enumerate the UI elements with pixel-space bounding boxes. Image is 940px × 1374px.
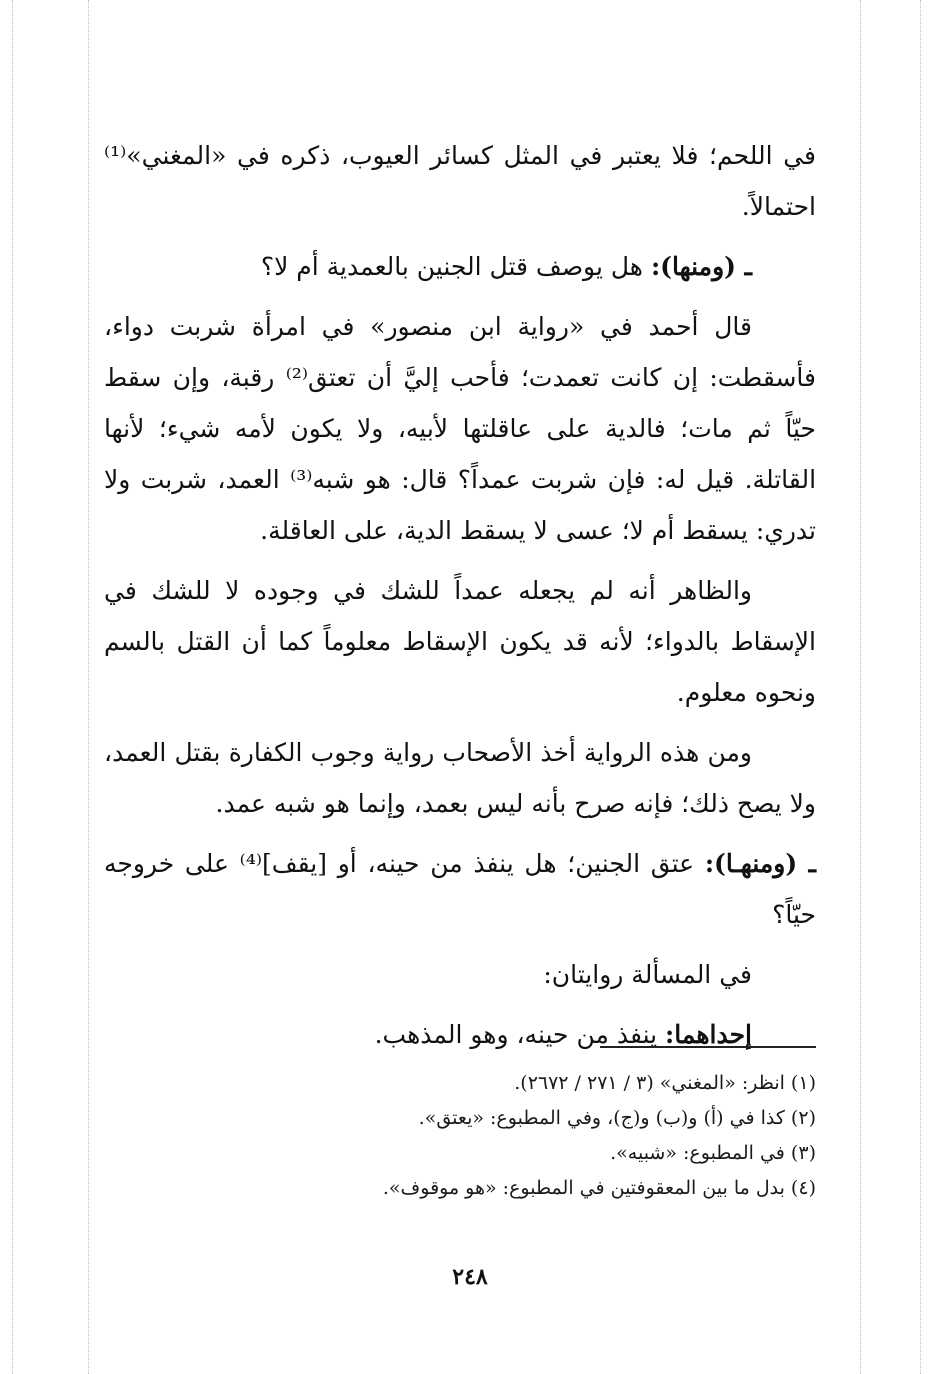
paragraph-text: ومن هذه الرواية أخذ الأصحاب رواية وجوب الكفارة بقتل العمد، ولا يصح ذلك؛ فإنه صرح بأنه ليس بعمد، وإنما هو شبه عمد.: [104, 738, 816, 818]
page-number: ٢٤٨: [452, 1264, 488, 1290]
paragraph-text: عتق الجنين؛ هل ينفذ من حينه، أو [يقف]⁽⁴⁾ على خروجه حيّاً؟: [104, 849, 816, 929]
paragraph-text: هل يوصف قتل الجنين بالعمدية أم لا؟: [260, 252, 651, 281]
paragraph: [104, 301, 816, 556]
footnote-separator: [600, 1046, 816, 1048]
paragraph: [104, 130, 816, 232]
paragraph-text: قال أحمد في «رواية ابن منصور» في امرأة شربت دواء، فأسقطت: إن كانت تعمدت؛ فأحب إليَّ أن تعتق⁽²⁾ رقبة، وإن سقط حيّاً ثم مات؛ فالدية على عاقلتها لأبيه، ولا يكون لأمه شيء؛ لأنها القاتلة. قيل له: فإن شربت عمداً؟ قال: هو شبه⁽³⁾ العمد، شربت ولا تدري: يسقط أم لا؛ عسى لا يسقط الدية، على العاقلة.: [104, 312, 817, 545]
footnote: (١) انظر: «المغني» (٣ / ٢٧١ / ٢٦٧٢).: [514, 1072, 816, 1094]
paragraph: [104, 1009, 816, 1060]
paragraph: [104, 241, 816, 292]
margin-guide-line: [860, 0, 861, 1374]
main-text: [104, 130, 816, 1060]
paragraph-label: ـ (ومنهـا):: [704, 849, 816, 878]
paragraph: [104, 838, 816, 940]
paragraph-text: في اللحم؛ فلا يعتبر في المثل كسائر العيوب، ذكره في «المغني»⁽¹⁾ احتمالاً.: [104, 141, 816, 221]
footnotes: [104, 1066, 816, 1206]
paragraph-text: في المسألة روايتان:: [543, 960, 752, 989]
paragraph-text: والظاهر أنه لم يجعله عمداً للشك في وجوده لا للشك في الإسقاط بالدواء؛ لأنه قد يكون الإسقاط معلوماً كما أن القتل بالسم ونحوه معلوم.: [104, 576, 816, 707]
footnote: (٢) كذا في (أ) و(ب) و(ج)، وفي المطبوع: «يعتق».: [418, 1107, 816, 1129]
paragraph: [104, 565, 816, 718]
paragraph: [104, 949, 816, 1000]
paragraph: [104, 727, 816, 829]
paragraph-label: ـ (ومنها):: [650, 252, 752, 281]
margin-guide-line: [88, 0, 89, 1374]
paragraph-text: ينفذ من حينه، وهو المذهب.: [374, 1020, 666, 1049]
margin-guide-line: [12, 0, 13, 1374]
footnote: (٣) في المطبوع: «شبيه».: [610, 1142, 816, 1164]
margin-guide-line: [920, 0, 921, 1374]
paragraph-label: إحداهما:: [665, 1020, 752, 1049]
footnote: (٤) بدل ما بين المعقوفتين في المطبوع: «هو موقوف».: [382, 1177, 816, 1199]
